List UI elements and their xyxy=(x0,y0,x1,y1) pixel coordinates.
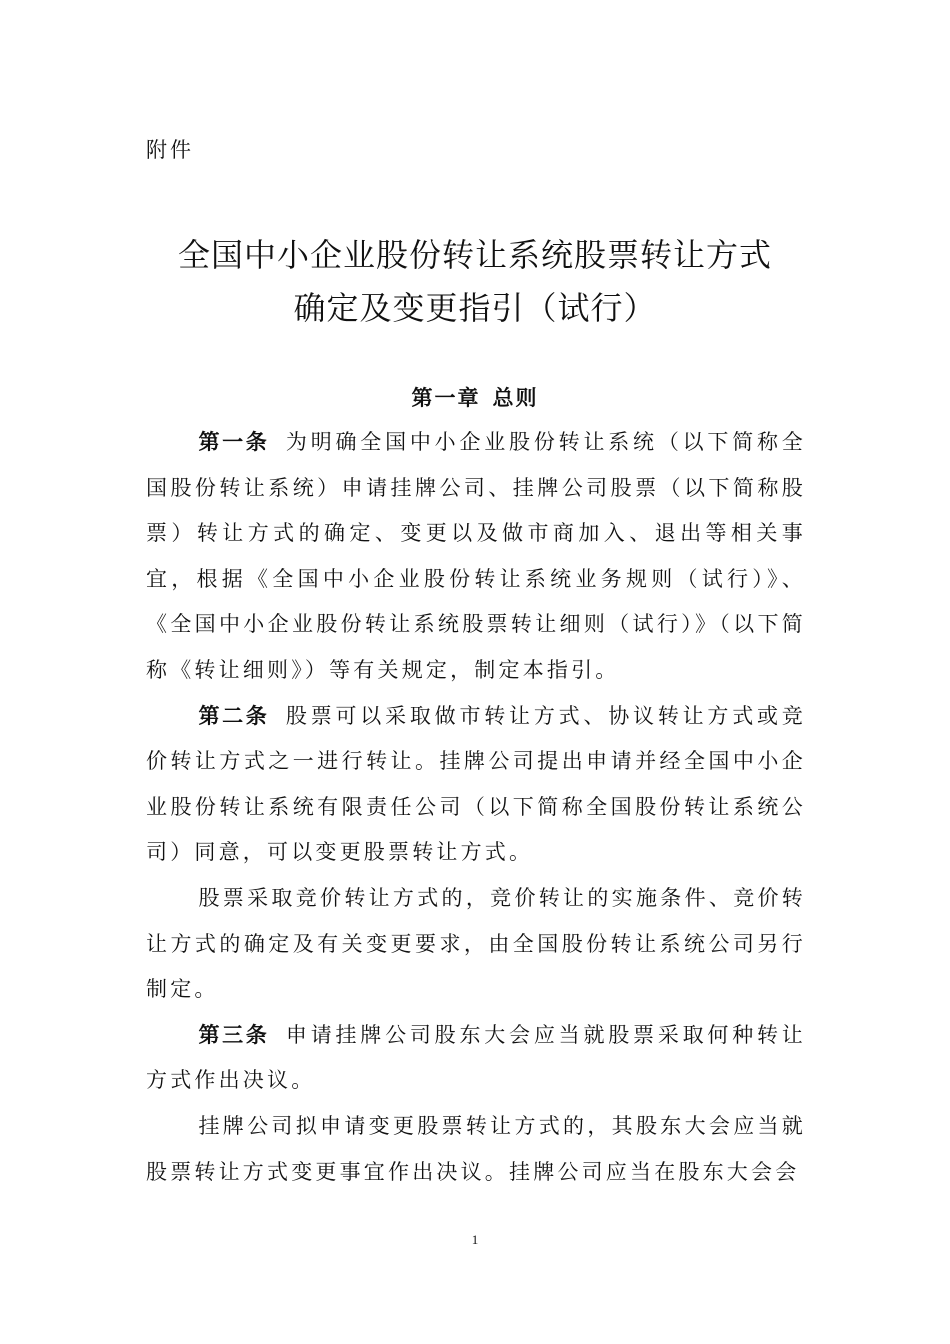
paragraph xyxy=(146,876,806,1013)
document-title-line-1: 全国中小企业股份转让系统股票转让方式 xyxy=(177,236,772,274)
paragraph-text: 申请挂牌公司股东大会应当就股票采取何种转让方式作出决议。 xyxy=(146,1022,807,1093)
paragraph xyxy=(146,1104,806,1195)
attachment-label: 附件 xyxy=(146,138,194,162)
paragraph xyxy=(146,1013,806,1104)
chapter-number: 第一章 xyxy=(411,386,481,410)
document-title-line-2: 确定及变更指引（试行） xyxy=(293,289,657,327)
article-number: 第二条 xyxy=(198,703,270,728)
paragraph-text: 挂牌公司拟申请变更股票转让方式的，其股东大会应当就股票转让方式变更事宜作出决议。挂牌公司应当在股东大会会 xyxy=(146,1113,806,1184)
article-number: 第一条 xyxy=(198,430,270,454)
paragraph-text: 股票可以采取做市转让方式、协议转让方式或竞价转让方式之一进行转让。挂牌公司提出申请并经全国中小企业股份转让系统有限责任公司（以下简称全国股份转让系统公司）同意，可以变更股票转让方式。 xyxy=(146,703,807,865)
paragraph xyxy=(146,420,806,694)
page-number: 1 xyxy=(471,1232,479,1247)
chapter-heading xyxy=(0,382,950,412)
article-number: 第三条 xyxy=(198,1022,270,1047)
document-body xyxy=(146,420,806,1195)
paragraph-text: 为明确全国中小企业股份转让系统（以下简称全国股份转让系统）申请挂牌公司、挂牌公司股票（以下简称股票）转让方式的确定、变更以及做市商加入、退出等相关事宜，根据《全国中小企业股份转让系统业务规则（试行）》、《全国中小企业股份转让系统股票转让细则（试行）》（以下简称《转让细则》）等有关规定，制定本指引。 xyxy=(146,430,807,682)
paragraph xyxy=(146,694,806,876)
chapter-name: 总则 xyxy=(492,386,539,410)
paragraph-text: 股票采取竞价转让方式的，竞价转让的实施条件、竞价转让方式的确定及有关变更要求，由全国股份转让系统公司另行制定。 xyxy=(146,885,806,1002)
